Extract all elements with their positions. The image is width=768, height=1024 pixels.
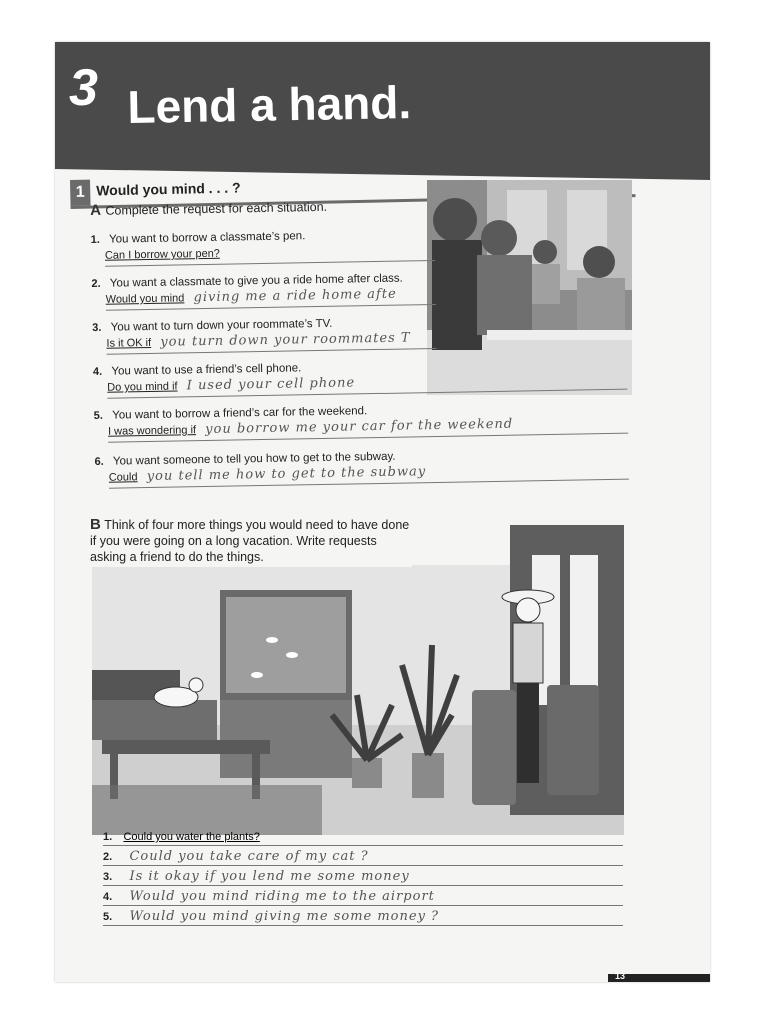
answer-line-3[interactable]: Is it OK if you turn down your roommates T	[106, 330, 436, 355]
unit-number: 3	[69, 59, 98, 117]
section-number: 1	[70, 180, 91, 206]
situation-text: You want to use a friend’s cell phone.	[111, 362, 302, 378]
answer-line-5[interactable]: I was wondering if you borrow me your car for the weekend	[108, 415, 628, 443]
situation-text: You want to borrow a friend’s car for the weekend.	[112, 405, 368, 422]
part-b-line-1[interactable]: 1. Could you water the plants?	[103, 827, 623, 846]
part-b-letter: B	[90, 516, 101, 533]
answer-line-4[interactable]: Do you mind if I used your cell phone	[107, 371, 627, 399]
situation-5: 5. You want to borrow a friend’s car for the weekend.	[93, 405, 368, 422]
section-title: Would you mind . . . ?	[96, 179, 241, 199]
part-a-instruction: Complete the request for each situation.	[105, 199, 328, 218]
situation-2: 2. You want a classmate to give you a ride home after class.	[91, 272, 403, 290]
situation-text: You want to turn down your roommate’s TV.	[110, 317, 333, 334]
answer-line-1[interactable]: Can I borrow your pen?	[105, 242, 435, 267]
situation-text: You want someone to tell you how to get to the subway.	[112, 450, 396, 468]
situation-text: You want to borrow a classmate’s pen.	[109, 230, 306, 246]
part-b-instruction: Think of four more things you would need to have done if you were going on a long vacation. Write requests asking a friend to do the things.	[90, 518, 410, 564]
part-b-line-4[interactable]: 4. Would you mind riding me to the airport	[103, 887, 623, 906]
unit-title: Lend a hand.	[127, 76, 412, 133]
classroom-photo	[427, 180, 632, 395]
part-b-line-2[interactable]: 2. Could you take care of my cat ?	[103, 847, 623, 866]
part-b-line-3[interactable]: 3. Is it okay if you lend me some money	[103, 867, 623, 886]
workbook-page	[55, 42, 710, 982]
living-room-illustration	[92, 525, 624, 835]
page-number: 13	[615, 971, 626, 981]
situation-1: 1. You want to borrow a classmate’s pen.	[90, 230, 306, 246]
situation-3: 3. You want to turn down your roommate’s TV.	[92, 317, 333, 334]
part-a-letter: A	[90, 201, 102, 219]
part-b	[90, 517, 410, 565]
situation-4: 4. You want to use a friend’s cell phone.	[92, 362, 302, 378]
situation-text: You want a classmate to give you a ride home after class.	[109, 272, 403, 290]
answer-line-6[interactable]: Could you tell me how to get to the subway	[109, 461, 629, 489]
answer-line-2[interactable]: Would you mind giving me a ride home afte	[106, 286, 436, 311]
part-b-line-5[interactable]: 5. Would you mind giving me some money ?	[103, 907, 623, 926]
situation-6: 6. You want someone to tell you how to get to the subway.	[94, 450, 396, 468]
